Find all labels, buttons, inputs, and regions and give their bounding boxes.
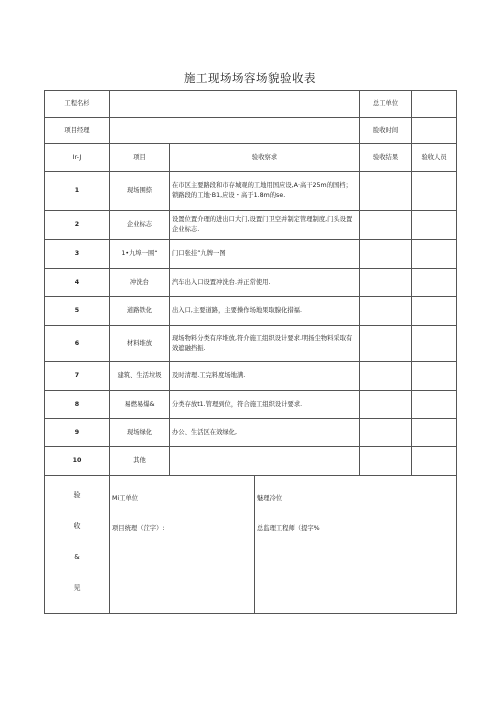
supervisor-sign-label: 总监理工程师（提字% [257, 524, 320, 532]
general-contractor-value[interactable] [412, 91, 457, 118]
row-no: 4 [45, 269, 110, 297]
row-no: 2 [45, 211, 110, 240]
row-requirement: 出入口,主要道路，主要操作场地果取腺化措福. [170, 297, 360, 326]
page-title: 施工现场场容场貌验收表 [184, 71, 316, 85]
general-contractor-label: 总工单位 [360, 91, 412, 118]
table-row [45, 240, 457, 269]
row-no: 10 [45, 447, 110, 476]
row-item: 1•九埠一围“ [110, 240, 170, 269]
row-inspector[interactable] [412, 172, 457, 211]
acceptance-time-value[interactable] [412, 118, 457, 144]
row-requirement: 办公、生活区在效绿化, [170, 419, 360, 447]
row-no: 7 [45, 362, 110, 391]
row-no: 1 [45, 172, 110, 211]
row-inspector[interactable] [412, 419, 457, 447]
row-inspector[interactable] [412, 240, 457, 269]
row-inspector[interactable] [412, 447, 457, 476]
row-result[interactable] [360, 172, 412, 211]
row-no: 8 [45, 391, 110, 419]
header-inspector: 验收人员 [412, 144, 457, 172]
row-item: 道路铁化 [110, 297, 170, 326]
row-inspector[interactable] [412, 269, 457, 297]
opinion-char: 验 [73, 491, 81, 499]
project-name-label: 工程名杉 [45, 91, 110, 118]
row-no: 9 [45, 419, 110, 447]
supervisor-unit-label: 魅理冷位 [257, 495, 283, 502]
table-row [45, 326, 457, 362]
row-item: 建筑、生活垃圾 [110, 362, 170, 391]
row-result[interactable] [360, 447, 412, 476]
row-result[interactable] [360, 419, 412, 447]
acceptance-form [44, 90, 457, 614]
header-no: Ir-J [45, 144, 110, 172]
table-row [45, 447, 457, 476]
table-row [45, 297, 457, 326]
header-item: 项目 [110, 144, 170, 172]
opinion-row [45, 476, 457, 614]
header-requirement: 验收察求 [170, 144, 360, 172]
table-row [45, 269, 457, 297]
table-row [45, 211, 457, 240]
row-item: 现场绿化 [110, 419, 170, 447]
row-inspector[interactable] [412, 211, 457, 240]
info-row-1 [45, 91, 457, 118]
row-item: 其他 [110, 447, 170, 476]
supervisor-opinion-cell[interactable] [255, 476, 457, 614]
row-item: 企业标志 [110, 211, 170, 240]
project-manager-value[interactable] [110, 118, 360, 144]
table-row [45, 391, 457, 419]
row-result[interactable] [360, 326, 412, 362]
opinion-char: 见 [73, 583, 81, 592]
row-result[interactable] [360, 269, 412, 297]
row-result[interactable] [360, 362, 412, 391]
opinion-char: & [74, 552, 80, 561]
row-result[interactable] [360, 297, 412, 326]
contractor-sign-label: 项目统理（茳字）: [112, 524, 165, 532]
acceptance-time-label: 脸收时间 [360, 118, 412, 144]
row-requirement [170, 447, 360, 476]
opinion-char: 收 [73, 521, 81, 530]
row-result[interactable] [360, 240, 412, 269]
row-item: 材料堆放 [110, 326, 170, 362]
project-manager-label: 项目经理 [45, 118, 110, 144]
row-requirement: 汽车出入口设置冲洗台.并正常使用. [170, 269, 360, 297]
table-row [45, 362, 457, 391]
row-item: 易燃易爆& [110, 391, 170, 419]
row-no: 3 [45, 240, 110, 269]
row-no: 5 [45, 297, 110, 326]
row-inspector[interactable] [412, 391, 457, 419]
table-row [45, 172, 457, 211]
contractor-unit-label: Mi工单位 [112, 495, 139, 502]
row-requirement: 在市区主要路段和市存城观的工地用国应设,A·高干25m的国档；锁路段的工地·B1,应设・高于1.8m的se. [170, 172, 360, 211]
row-requirement: 现场物料分类有序堆放,符介施工组织设计要求.明扬尘物料采取有效遮融挡振. [170, 326, 360, 362]
row-requirement: 分类存放t1.管理到位，符合施工组织设计要求. [170, 391, 360, 419]
row-requirement: 设置位置介理的进出口大门,设置门卫空并制定管理制度,门头设置企业标志. [170, 211, 360, 240]
row-inspector[interactable] [412, 362, 457, 391]
opinion-label [45, 476, 110, 614]
table-row [45, 419, 457, 447]
info-row-2 [45, 118, 457, 144]
header-result: 验收结果 [360, 144, 412, 172]
row-no: 6 [45, 326, 110, 362]
header-row [45, 144, 457, 172]
row-inspector[interactable] [412, 326, 457, 362]
row-item: 冲洗台 [110, 269, 170, 297]
row-result[interactable] [360, 391, 412, 419]
row-requirement: 及时清理.工完料度场地满. [170, 362, 360, 391]
row-requirement: 门口张挂”九牌一图 [170, 240, 360, 269]
contractor-opinion-cell[interactable] [110, 476, 255, 614]
row-result[interactable] [360, 211, 412, 240]
row-item: 现场围捺 [110, 172, 170, 211]
row-inspector[interactable] [412, 297, 457, 326]
project-name-value[interactable] [110, 91, 360, 118]
